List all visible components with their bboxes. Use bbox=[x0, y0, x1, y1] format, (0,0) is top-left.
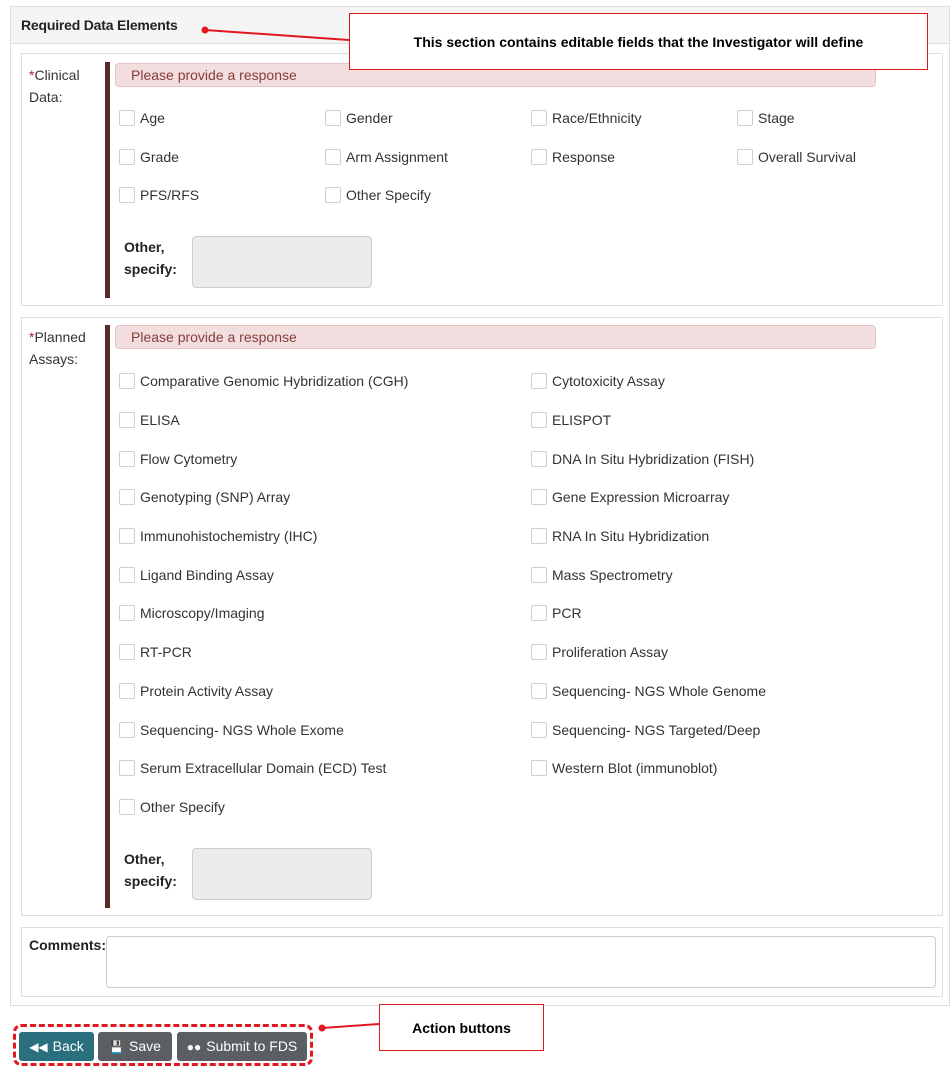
checkbox-box[interactable] bbox=[531, 489, 547, 505]
comments-fieldset bbox=[21, 927, 943, 997]
planned-assays-label: *Planned Assays: bbox=[29, 329, 86, 367]
checkbox-box[interactable] bbox=[119, 605, 135, 621]
checkbox-box[interactable] bbox=[531, 605, 547, 621]
checkbox-box[interactable] bbox=[531, 412, 547, 428]
checkbox-box[interactable] bbox=[737, 149, 753, 165]
checkbox-box[interactable] bbox=[531, 528, 547, 544]
checkbox-box[interactable] bbox=[119, 567, 135, 583]
users-icon: ●● bbox=[186, 1040, 202, 1054]
checkbox-box[interactable] bbox=[119, 683, 135, 699]
panel-title: Required Data Elements bbox=[21, 17, 178, 33]
checkbox-box[interactable] bbox=[531, 722, 547, 738]
checkbox-box[interactable] bbox=[119, 412, 135, 428]
checkbox-box[interactable] bbox=[531, 567, 547, 583]
clinical-data-label: *Clinical Data: bbox=[29, 67, 80, 105]
submit-to-fds-button[interactable]: ●● Submit to FDS bbox=[177, 1032, 307, 1061]
checkbox-box[interactable] bbox=[119, 187, 135, 203]
checkbox-box[interactable] bbox=[737, 110, 753, 126]
checkbox-box[interactable] bbox=[531, 760, 547, 776]
checkbox-box[interactable] bbox=[531, 683, 547, 699]
actions-callout-dot bbox=[319, 1025, 326, 1032]
double-chevron-left-icon: ◀◀ bbox=[29, 1040, 48, 1054]
assays-other-label: Other, specify: bbox=[124, 851, 177, 889]
checkbox-box[interactable] bbox=[119, 760, 135, 776]
required-data-elements-panel bbox=[10, 6, 950, 1006]
section-callout: This section contains editable fields that the Investigator will define bbox=[349, 13, 928, 70]
checkbox-box[interactable] bbox=[119, 373, 135, 389]
required-marker: * bbox=[29, 329, 35, 345]
actions-callout-line bbox=[322, 1024, 379, 1028]
checkbox-box[interactable] bbox=[531, 110, 547, 126]
checkbox-box[interactable] bbox=[119, 799, 135, 815]
planned-assays-fieldset: *Planned Assays: Please provide a response Comparative Genomic Hybridization (CGH) ELISA Flow Cytometry Genotyping (SNP) Array Immunohistochemistry (IHC) Ligand Binding Assay Microscopy/Imaging RT-PCR Protein Activity Assay Sequencing- NGS Whole Exome Serum Extracellular Domain (ECD) Test Other Specify Cytotoxicity Assay ELISPOT DNA In Situ Hybridization (FISH) Gene Expression Microarray RNA In Situ Hybridization Mass Spectrometry PCR Proliferation Assay Sequencing- NGS Whole Genome Sequencing- NGS Targeted/Deep Western Blot (immunoblot) Other, specify: bbox=[21, 317, 943, 916]
floppy-disk-icon: 💾 bbox=[109, 1040, 125, 1054]
clinical-data-fieldset: *Clinical Data: Please provide a response Age Gender Race/Ethnicity Stage Grade Arm Assignment Response Overall Survival PFS/RFS Other Specify Other, specify: bbox=[21, 53, 943, 306]
clinical-validation-alert: Please provide a response bbox=[115, 63, 876, 87]
save-button[interactable]: 💾 Save bbox=[98, 1032, 172, 1061]
checkbox-box[interactable] bbox=[325, 187, 341, 203]
checkbox-box[interactable] bbox=[531, 644, 547, 660]
checkbox-box[interactable] bbox=[531, 451, 547, 467]
checkbox-box[interactable] bbox=[325, 110, 341, 126]
checkbox-box[interactable] bbox=[119, 722, 135, 738]
checkbox-box[interactable] bbox=[119, 489, 135, 505]
required-marker: * bbox=[29, 67, 35, 83]
clinical-other-label: Other, specify: bbox=[124, 239, 177, 277]
assays-accent-bar bbox=[105, 325, 110, 908]
action-buttons-highlight bbox=[13, 1024, 313, 1066]
checkbox-box[interactable] bbox=[119, 528, 135, 544]
action-buttons-callout: Action buttons bbox=[379, 1004, 544, 1051]
checkbox-box[interactable] bbox=[531, 149, 547, 165]
checkbox-box[interactable] bbox=[119, 110, 135, 126]
checkbox-box[interactable] bbox=[119, 644, 135, 660]
checkbox-box[interactable] bbox=[119, 149, 135, 165]
clinical-other-input[interactable] bbox=[192, 236, 372, 288]
comments-textarea[interactable] bbox=[106, 936, 936, 988]
checkbox-box[interactable] bbox=[325, 149, 341, 165]
assays-other-input[interactable] bbox=[192, 848, 372, 900]
checkbox-box[interactable] bbox=[531, 373, 547, 389]
back-button[interactable]: ◀◀ Back bbox=[19, 1032, 94, 1061]
comments-label: Comments: bbox=[29, 937, 107, 953]
checkbox-box[interactable] bbox=[119, 451, 135, 467]
assays-validation-alert: Please provide a response bbox=[115, 325, 876, 349]
clinical-accent-bar bbox=[105, 62, 110, 298]
